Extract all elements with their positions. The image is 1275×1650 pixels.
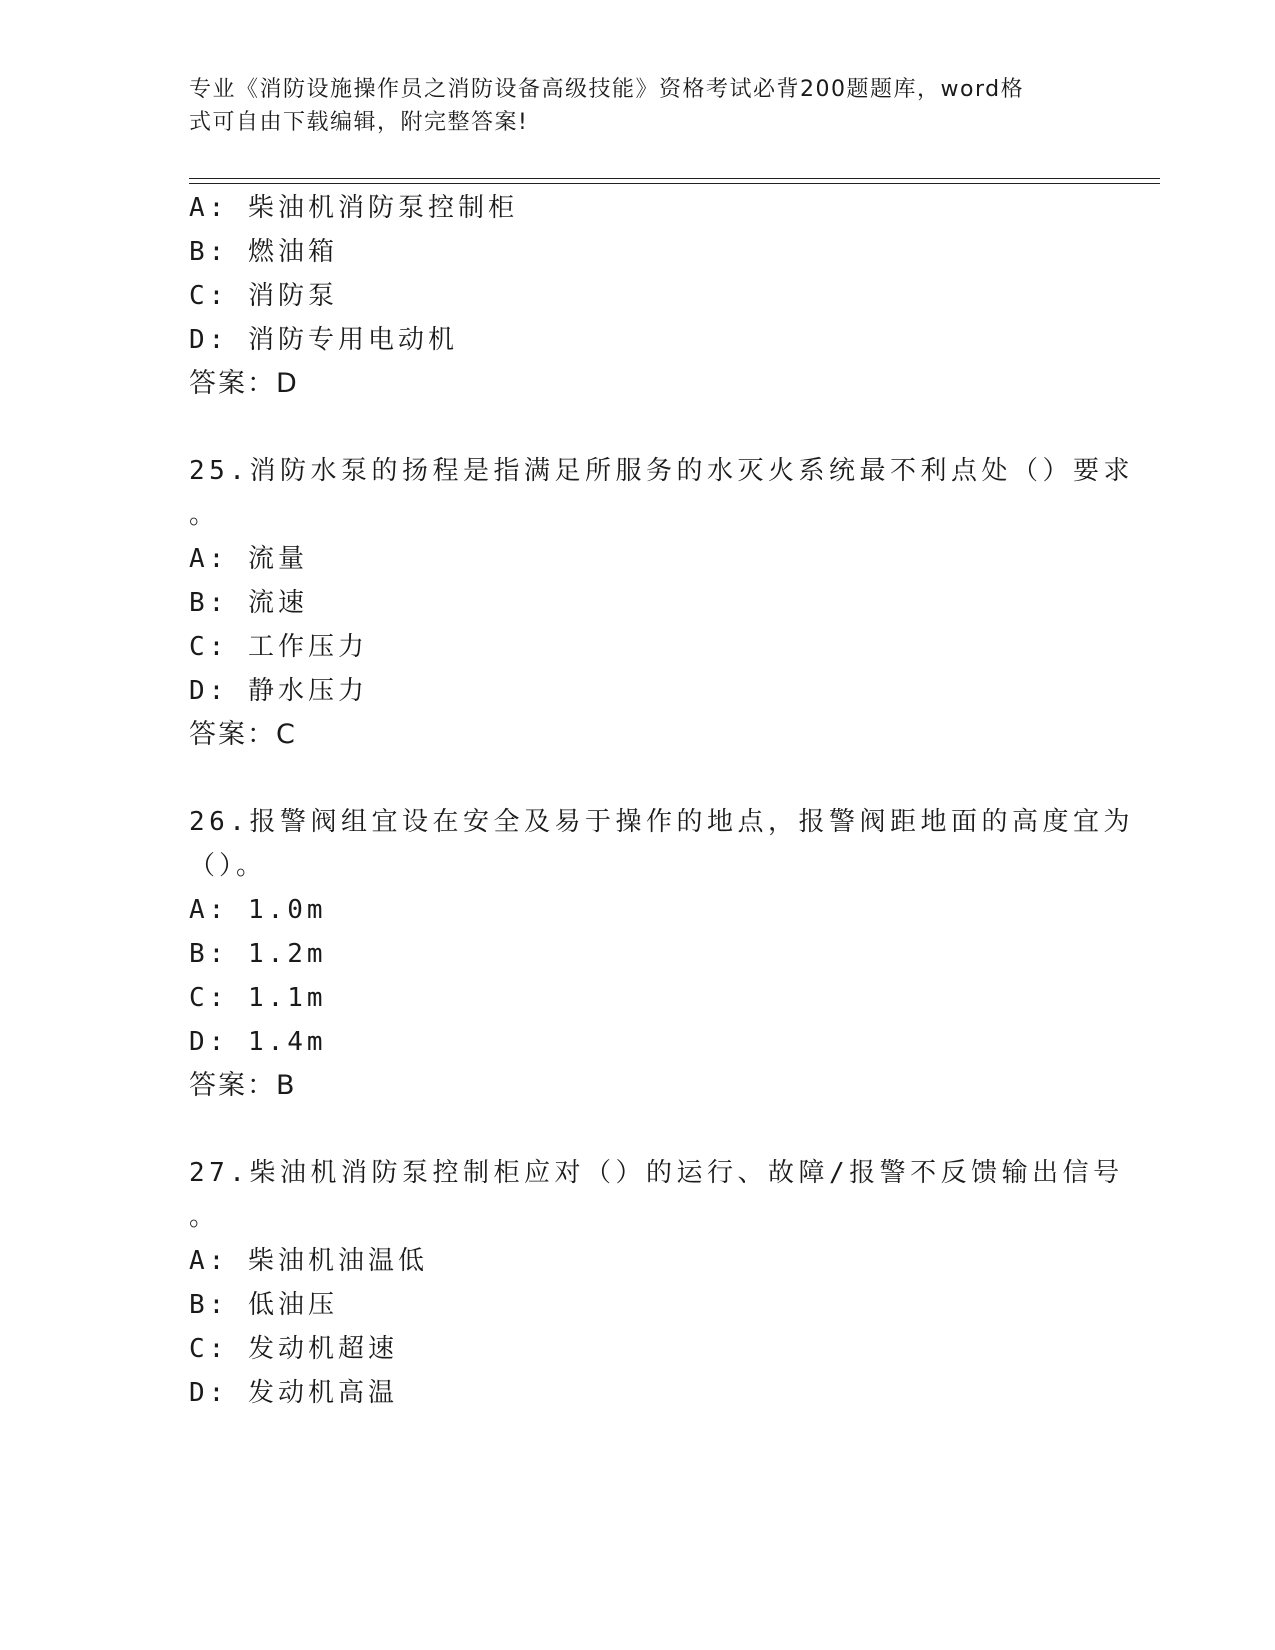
header-line-2: 式可自由下载编辑，附完整答案! [189, 110, 529, 135]
q27-stem-continuation: 。 [189, 1202, 220, 1232]
q24-option-d: D: 消防专用电动机 [189, 325, 458, 355]
q24-option-a: A: 柴油机消防泵控制柜 [189, 193, 518, 223]
q27-option-d: D: 发动机高温 [189, 1378, 398, 1408]
q25-option-b: B: 流速 [189, 588, 308, 618]
q27-stem: 27.柴油机消防泵控制柜应对（）的运行、故障/报警不反馈输出信号 [189, 1158, 1124, 1188]
q26-option-b: B: 1.2m [189, 939, 327, 969]
q25-stem-continuation: 。 [189, 500, 220, 530]
header-line-1: 专业《消防设施操作员之消防设备高级技能》资格考试必背200题题库，word格 [189, 77, 1025, 102]
q26-answer: 答案：B [189, 1070, 297, 1101]
q26-option-c: C: 1.1m [189, 983, 327, 1013]
q25-option-d: D: 静水压力 [189, 676, 368, 706]
q25-option-c: C: 工作压力 [189, 632, 368, 662]
q26-option-d: D: 1.4m [189, 1027, 327, 1057]
q26-stem-continuation: （）。 [189, 851, 267, 881]
document-header [189, 73, 1079, 139]
header-divider-top [189, 178, 1160, 179]
q24-answer: 答案：D [189, 368, 299, 399]
q26-option-a: A: 1.0m [189, 895, 327, 925]
q27-option-a: A: 柴油机油温低 [189, 1246, 428, 1276]
q27-option-b: B: 低油压 [189, 1290, 338, 1320]
q24-option-b: B: 燃油箱 [189, 237, 338, 267]
q26-stem: 26.报警阀组宜设在安全及易于操作的地点，报警阀距地面的高度宜为 [189, 807, 1134, 837]
q25-answer: 答案：C [189, 719, 297, 750]
q27-option-c: C: 发动机超速 [189, 1334, 398, 1364]
q25-option-a: A: 流量 [189, 544, 308, 574]
q24-option-c: C: 消防泵 [189, 281, 338, 311]
q25-stem: 25.消防水泵的扬程是指满足所服务的水灭火系统最不利点处（）要求 [189, 456, 1134, 486]
header-divider-bottom [189, 183, 1160, 184]
